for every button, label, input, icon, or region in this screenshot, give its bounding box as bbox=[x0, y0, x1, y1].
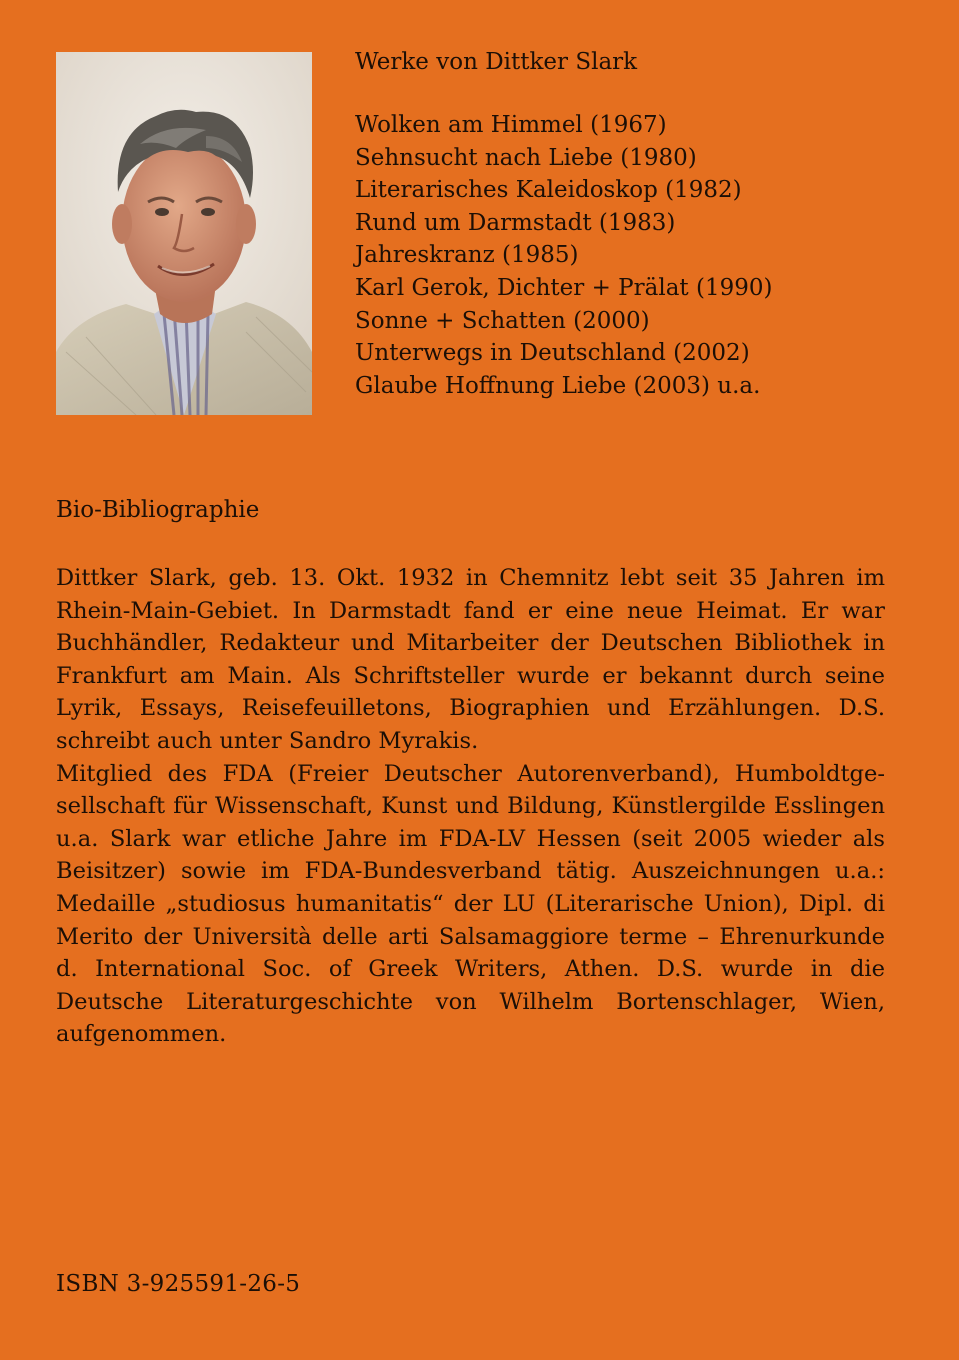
bio-paragraph-1: Dittker Slark, geb. 13. Okt. 1932 in Chemnitz lebt seit 35 Jahren im Rhein-Main-Gebiet. In Darmstadt fand er eine neue Heimat. Er war Buchhändler, Redakteur und Mitarbeiter der Deutschen Bibliothek in Frankfurt am Main. Als Schriftsteller wurde er bekannt durch seine Lyrik, Essays, Reisefeuilletons, Biographien und Erzählungen. D.S. schreibt auch unter Sandro Myrakis. bbox=[56, 565, 885, 754]
author-photo bbox=[56, 52, 312, 415]
portrait-image bbox=[56, 52, 312, 415]
works-list-item: Literarisches Kaleidoskop (1982) bbox=[355, 177, 742, 204]
works-list-item: Wolken am Himmel (1967) bbox=[355, 112, 667, 138]
works-list-item: Karl Gerok, Dichter + Prälat (1990) bbox=[355, 274, 773, 301]
works-list-item: Jahreskranz (1985) bbox=[355, 242, 579, 269]
bio-heading: Bio-Bibliographie bbox=[56, 497, 260, 523]
works-list-item: Sonne + Schatten (2000) bbox=[355, 307, 650, 334]
works-list-item: Glaube Hoffnung Liebe (2003) u.a. bbox=[355, 372, 761, 399]
isbn: ISBN 3-925591-26-5 bbox=[56, 1271, 301, 1297]
works-list-item: Unterwegs in Deutschland (2002) bbox=[355, 340, 750, 367]
works-title: Werke von Dittker Slark bbox=[355, 49, 638, 75]
works-list-item: Rund um Darmstadt (1983) bbox=[355, 209, 676, 236]
bio-text bbox=[56, 562, 885, 1051]
works-section bbox=[355, 46, 915, 402]
bio-paragraph-2: Mitglied des FDA (Freier Deutscher Autorenverband), Humboldtgesellschaft für Wissenschaft, Kunst und Bildung, Künstlergilde Esslingen u.a. Slark war etliche Jahre im FDA-LV Hessen (seit 2005 wieder als Beisitzer) sowie im FDA-Bundesverband tätig. Auszeichnungen u.a.: Medaille „studiosus humanitatis“ der LU (Literarische Union), Dipl. di Merito der Università delle arti Salsamaggiore terme – Ehrenurkunde d. International Soc. of Greek Writers, Athen. D.S. wurde in die Deutsche Literaturgeschichte von Wilhelm Bortenschlager, Wien, aufgenommen. bbox=[56, 760, 885, 1048]
works-list-item: Sehnsucht nach Liebe (1980) bbox=[355, 144, 697, 171]
works-list bbox=[355, 109, 915, 402]
